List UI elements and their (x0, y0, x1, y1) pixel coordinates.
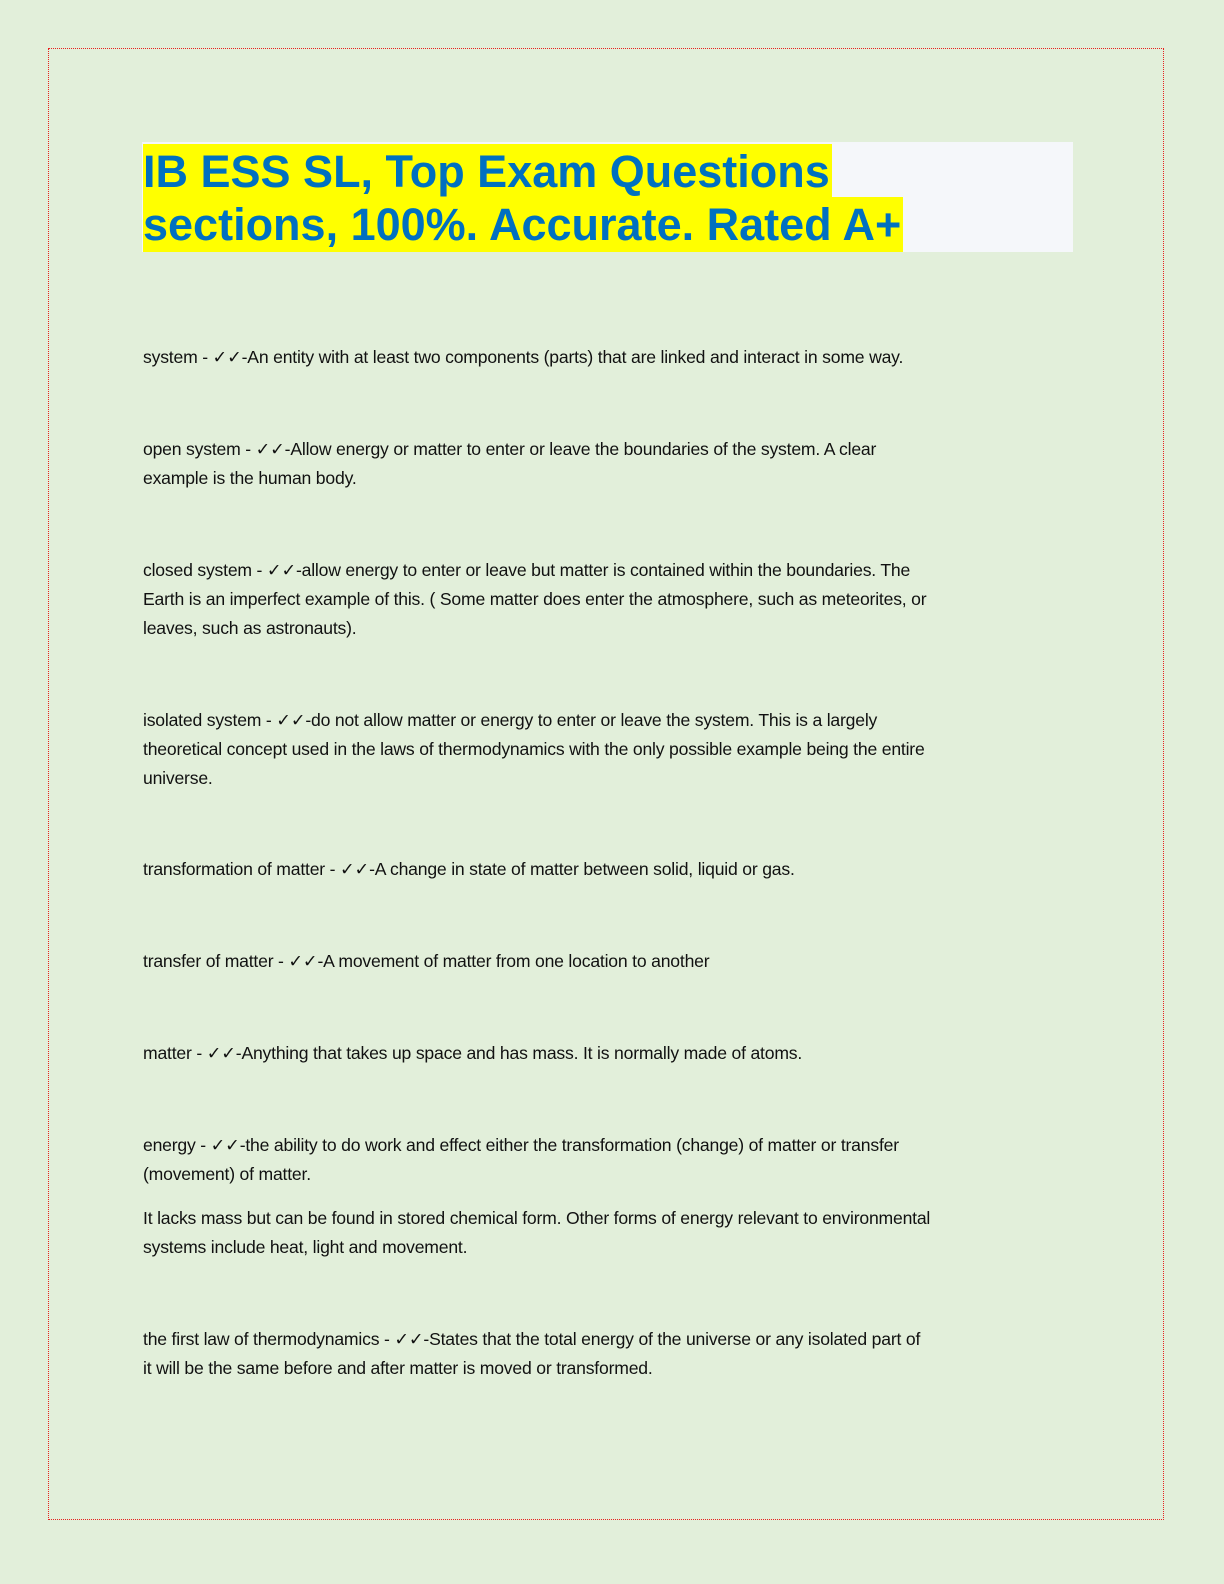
definition-line: example is the human body. (143, 468, 357, 488)
definition-entry (143, 1131, 1083, 1189)
definition-entry (143, 947, 1083, 976)
definition-entry (143, 855, 1083, 884)
definition-line: (movement) of matter. (143, 1164, 311, 1184)
definition-line: theoretical concept used in the laws of thermodynamics with the only possible example being the entire (143, 739, 925, 759)
definition-line: systems include heat, light and movement. (143, 1237, 468, 1257)
definition-line: open system - ✓✓-Allow energy or matter to enter or leave the boundaries of the system. A clear (143, 439, 877, 459)
definition-line: universe. (143, 768, 213, 788)
definition-entry (143, 343, 1083, 372)
document-title-line-1: IB ESS SL, Top Exam Questions (143, 146, 830, 197)
definition-entry (143, 1204, 1083, 1262)
document-title-line-2: sections, 100%. Accurate. Rated A+ (143, 199, 902, 250)
definition-line: system - ✓✓-An entity with at least two components (parts) that are linked and interact in some way. (143, 347, 904, 367)
definition-line: transfer of matter - ✓✓-A movement of matter from one location to another (143, 951, 710, 971)
definition-line: leaves, such as astronauts). (143, 618, 357, 638)
definition-line: isolated system - ✓✓-do not allow matter or energy to enter or leave the system. This is a largely (143, 710, 878, 730)
definition-line: matter - ✓✓-Anything that takes up space and has mass. It is normally made of atoms. (143, 1043, 803, 1063)
definition-entry (143, 1325, 1083, 1383)
definition-line: transformation of matter - ✓✓-A change in state of matter between solid, liquid or gas. (143, 859, 795, 879)
definition-entry (143, 556, 1083, 643)
definition-line: Earth is an imperfect example of this. ( Some matter does enter the atmosphere, such as meteorites, or (143, 589, 927, 609)
definition-entry (143, 1039, 1083, 1068)
definition-entry (143, 435, 1083, 493)
definition-entry (143, 706, 1083, 793)
definition-line: closed system - ✓✓-allow energy to enter or leave but matter is contained within the boundaries. The (143, 560, 911, 580)
definition-line: It lacks mass but can be found in stored chemical form. Other forms of energy relevant to environmental (143, 1208, 931, 1228)
definition-line: the first law of thermodynamics - ✓✓-States that the total energy of the universe or any isolated part of (143, 1329, 921, 1349)
definition-line: energy - ✓✓-the ability to do work and effect either the transformation (change) of matter or transfer (143, 1135, 899, 1155)
definition-line: it will be the same before and after matter is moved or transformed. (143, 1358, 653, 1378)
